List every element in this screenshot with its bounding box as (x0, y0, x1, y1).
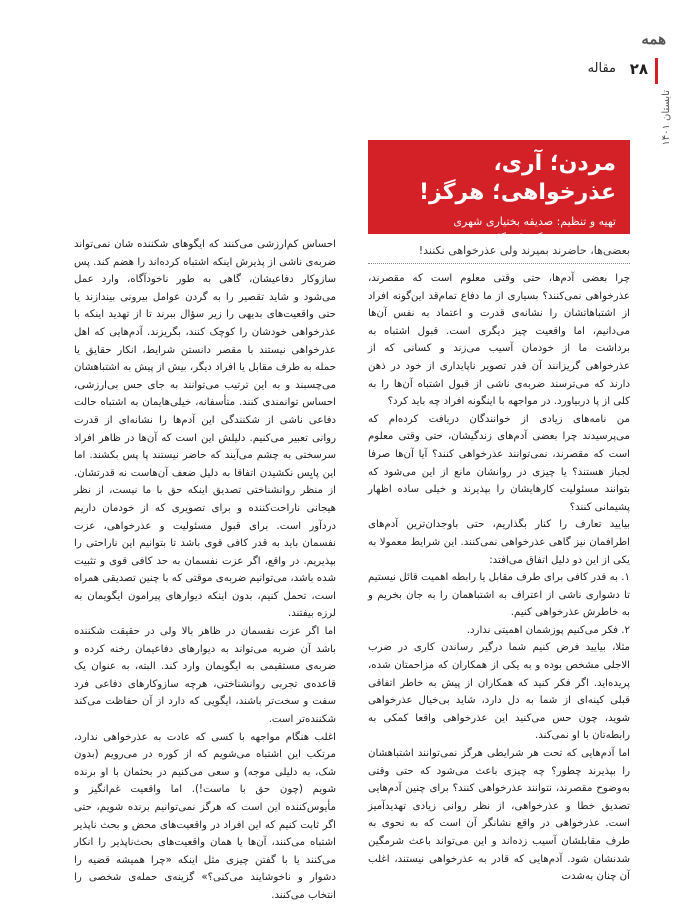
paragraph: مثلا، بیایید فرض کنیم شما درگیر رساندن کاری در ضرب الاجلی مشخص بوده و به یکی از همکاران که مزاحمتان شده، پریده‌اید. اگر فکر کنید که همکاران از پیش به خاطر اتفاقی قبلی کینه‌ای از شما به دل دارد، شاید بی‌خیال عذرخواهی شوید، چون حس می‌کنید این عذرخواهی واقعا کمکی به رابطه‌تان با او نمی‌کند. (368, 642, 630, 742)
article-lead: بعضی‌ها، حاضرند بمیرند ولی عذرخواهی نکنند! (418, 244, 630, 257)
left-text-column (74, 236, 336, 905)
issue-label: تابستان ۱۴۰۱ (661, 90, 672, 146)
paragraph: اما آدم‌هایی که تحت هر شرایطی هرگز نمی‌توانند اشتباهشان را بپذیرند چطور؟ چه چیزی باعث می‌شود که حتی وقتی به‌وضوح مقصرند، نتوانند عذرخواهی کنند؟ برای چنین آدم‌هایی تصدیق خطا و عذرخواهی، از نظر روانی زیادی تهدیدآمیز است. عذرخواهی در واقع نشانگر آن است که به نحوی به طرف مقابلشان آسیب زده‌اند و این می‌تواند باعث شرمگین شدنشان شود. آدم‌هایی که قادر به عذرخواهی نیستند، اغلب آن چنان به‌شدت (368, 748, 630, 883)
paragraph: من نامه‌های زیادی از خوانندگان دریافت کرده‌ام که می‌پرسیدند چرا بعضی آدم‌های زندگیشان، حتی وقتی معلوم است که مقصرند، نمی‌توانند عذرخواهی کنند؟ آیا آن‌ها صرفا لجباز هستند؟ یا چیزی در روانشان مانع از این می‌شود که بتوانند مسئولیت کارهایشان را بپذیرند و خیلی ساده اظهار پشیمانی کنند؟ (368, 413, 630, 513)
paragraph: اغلب هنگام مواجهه با کسی که عادت به عذرخواهی ندارد، مرتکب این اشتباه می‌شویم که از کوره در می‌رویم (بدون شک، به دلیلی موجه) و سعی می‌کنیم در بحثمان با او برنده شویم (چون حق با ماست!). اما واقعیت غم‌انگیز و مأیوس‌کننده این است که هرگز نمی‌توانیم برنده شویم، حتی اگر ثابت کنیم که این افراد در واقعیت‌های محض و بحث ناپذیر اشتباه می‌کنند، آن‌ها یا همان واقعیت‌های بحث‌ناپذیر را انکار می‌کنند یا با گفتن چیزی مثل اینکه «چرا همیشه قضیه را دشوار و ناخوشایند می‌کنی؟» گزینه‌ی حمله‌ی شخصی را انتخاب می‌کنند. (74, 731, 336, 901)
paragraph: اما اگر عزت نفسمان در ظاهر بالا ولی در حقیقت شکننده باشد آن ضربه می‌تواند به دیوارهای دفاعیمان رخنه کرده و ضربه‌ی مستقیمی به ایگویمان وارد کند. البته، به عنوان یک قاعده‌ی تجربی روانشناختی، هرچه سازوکارهای دفاعی فرد سفت و سخت‌تر باشند، ایگویی که دارد از آن حفاظت می‌کند شکننده‌تر است. (74, 626, 336, 726)
article-title: مردن؛ آری، عذرخواهی؛ هرگز! (418, 151, 616, 205)
paragraph: بیایید تعارف را کنار بگذاریم، حتی باوجدان‌ترین آدم‌های اطرافمان نیز گاهی عذرخواهی نمی‌کنند. این شرایط معمولا به یکی از این دو دلیل اتفاق می‌افتد: (368, 519, 630, 566)
paragraph: ۱. به قدر کافی برای طرف مقابل یا رابطه اهمیت قائل نیستیم تا دشواری ناشی از اعتراف به اشتباهمان را به جان بخریم و به خاطرش عذرخواهی کنیم. (368, 572, 630, 619)
author-affiliation: مدرس و پژوهشگر دانشگاه (491, 232, 616, 246)
paragraph: ۲. فکر می‌کنیم پوزشمان اهمیتی ندارد. (466, 624, 630, 636)
magazine-logo: همه (641, 30, 666, 48)
paragraph: چرا بعضی آدم‌ها، حتی وقتی معلوم است که مقصرند، عذرخواهی نمی‌کنند؟ بسیاری از ما دفاع تمام‌قد این‌گونه افراد از اشتباهاتشان را نشانه‌ی قدرت و اعتماد به نفس آن‌ها می‌دانیم، اما واقعیت چیز دیگری است. قبول اشتباه به برداشت ما از خودمان آسیب می‌زند و کسانی که از عذرخواهی گریزانند آن قدر تصویر ناپایداری از خود در ذهن دارند که می‌ترسند ضربه‌ی ناشی از قبول اشتباه آن‌ها را به کلی از پا دربیاورد. در مواجهه با اینگونه افراد چه باید کرد؟ (368, 273, 630, 408)
paragraph: احساس کم‌ارزشی می‌کنند که ایگوهای شکننده شان نمی‌تواند ضربه‌ی ناشی از پذیرش اینکه اشتباه کرده‌اند را هضم کند. پس سازوکار دفاعیشان، گاهی به طور ناخودآگاه، وارد عمل می‌شود و شاید تقصیر را به گردن عوامل بیرونی بیندازند یا حتی واقعیت‌های بدیهی را زیر سؤال ببرند تا از تهدید اینکه با عذرخواهی خودشان را کوچک کنند، بگریزند. آدم‌هایی که اهل عذرخواهی نیستند با مقصر دانستن شرایط، انکار حقایق یا حمله به طرف مقابل یا افراد دیگر، بیش از پیش به اشتباهشان می‌چسبند و به این ترتیب می‌توانند به جای حس بی‌ارزشی، احساس توانمندی کنند. متأسفانه، خیلی‌هایمان به اشتباه حالت دفاعی ناشی از شکنندگی این آدم‌ها را نشانه‌ای از قدرت روانی تعبیر می‌کنیم. دلیلش این است که آن‌ها در ظاهر افراد سرسختی به چشم می‌آیند که حاضر نیستند پا پس بکشند. اما این پایِس نکشیدن اتفاقا به دلیل ضعف آن‌هاست نه قدرتشان. از منظر روانشناختی تصدیق اینکه حق با ما نیست، از نظر هیجانی ناراحت‌کننده و برای تصویری که از خودمان داریم دردآور است. برای قبول مسئولیت و عذرخواهی، عزت نفسمان باید به قدر کافی قوی باشد تا بتوانیم این ناراحتی را بپذیریم. در واقع، اگر عزت نفسمان به حد کافی قوی و تثبیت شده باشد، می‌توانیم ضربه‌ی موقتی که با چنین تصدیقی همراه است، تحمل کنیم، بدون اینکه دیوارهای پیرامون ایگویمان به لرزه بیفتند. (74, 239, 336, 620)
title-box (368, 140, 630, 246)
section-label: مقاله (587, 61, 616, 76)
accent-bar (655, 58, 658, 84)
article-author: تهیه و تنظیم: صدیقه بختیاری شهری (453, 215, 616, 229)
page-number: ۲۸ (629, 60, 648, 78)
lead-divider (368, 263, 630, 264)
right-text-column (368, 270, 630, 886)
